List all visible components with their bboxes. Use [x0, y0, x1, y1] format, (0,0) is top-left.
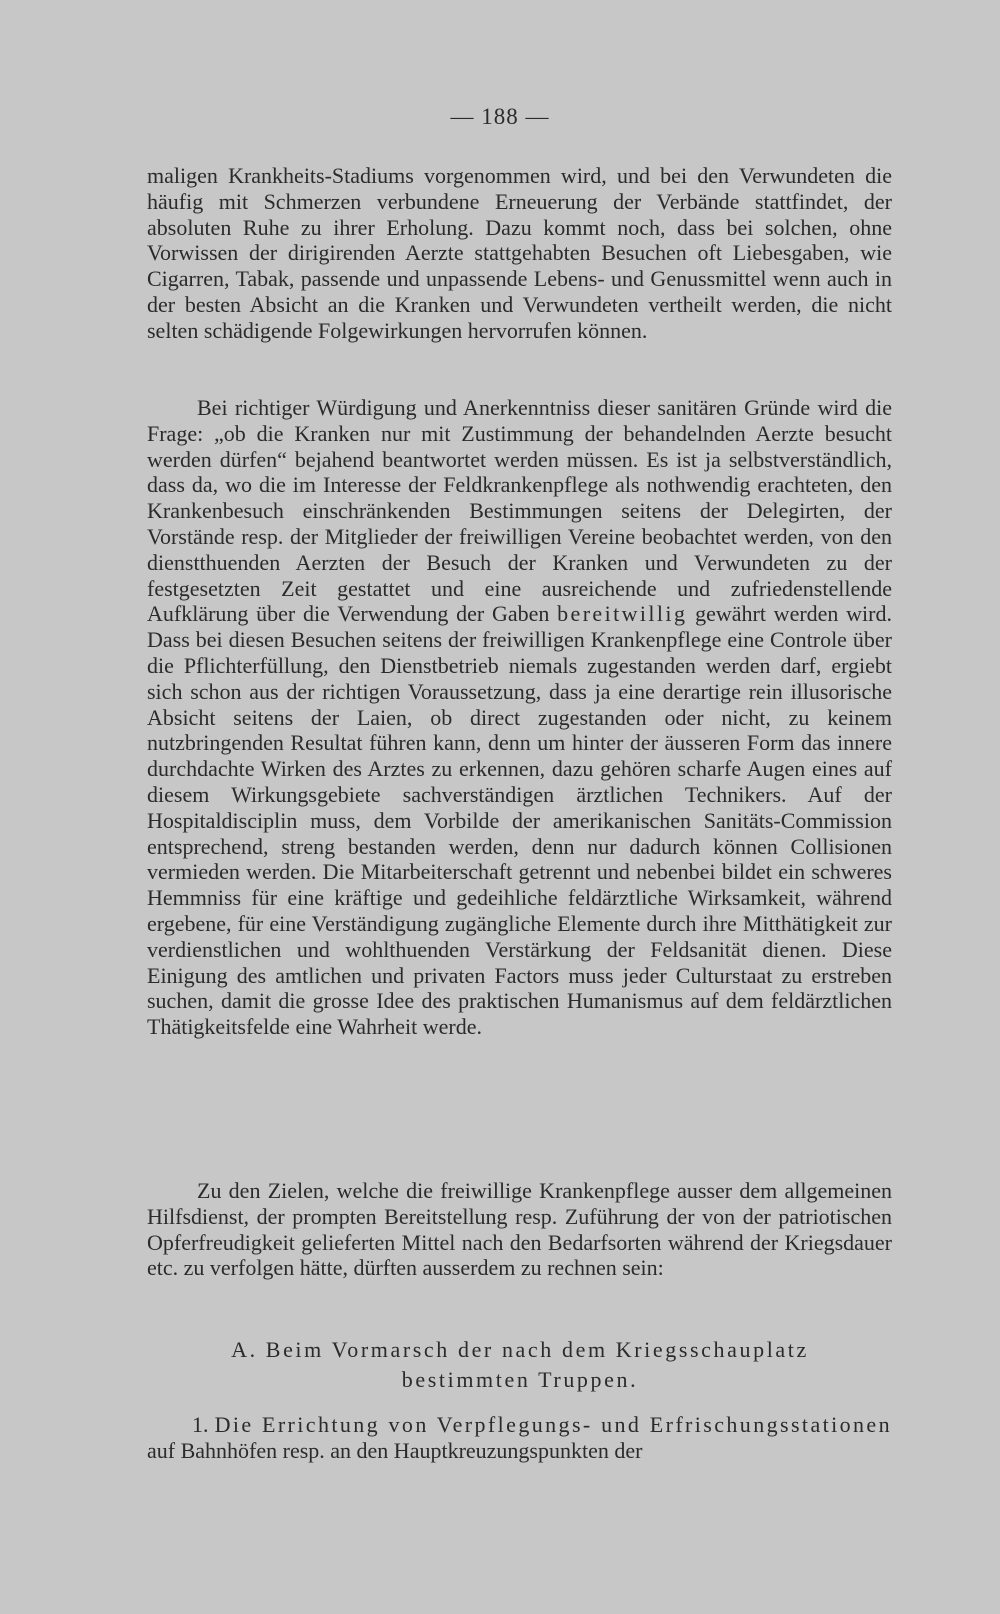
list-item-1-spaced-text: Die Errichtung von Verpflegungs- und Erfrischungsstationen	[214, 1412, 892, 1437]
paragraph-2	[147, 395, 892, 1040]
paragraph-3-text: Zu den Zielen, welche die freiwillige Krankenpflege ausser dem allgemeinen Hilfsdienst, der prompten Bereitstellung resp. Zuführung der von der patriotischen Opferfreudigkeit gelieferten Mittel nach den Bedarfsorten während der Kriegsdauer etc. zu verfolgen hätte, dürften ausserdem zu rechnen sein:	[147, 1178, 892, 1281]
section-heading-line-1: A. Beim Vormarsch der nach dem Kriegsschauplatz	[231, 1337, 809, 1362]
paragraph-3	[147, 1178, 892, 1281]
paragraph-1	[147, 163, 892, 344]
paragraph-1-text: maligen Krankheits-Stadiums vorgenommen wird, und bei den Verwundeten die häufig mit Schmerzen verbundene Erneuerung der Verbände stattfindet, der absoluten Ruhe zu ihrer Erholung. Dazu kommt noch, dass bei solchen, ohne Vorwissen der dirigirenden Aerzte stattgehabten Besuchen oft Liebesgaben, wie Cigarren, Tabak, passende und unpassende Lebens- und Genussmittel wenn auch in der besten Absicht an die Kranken und Verwundeten vertheilt werden, die nicht selten schädigende Folgewirkungen hervorrufen können.	[147, 163, 892, 343]
page-number: — 188 —	[450, 104, 550, 129]
paragraph-2-part-a: Bei richtiger Würdigung und Anerkenntniss dieser sanitären Gründe wird die Frage: „ob die Kranken nur mit Zustimmung der behandelnden Aerzte besucht werden dürfen“ bejahend beantwortet werden müssen. Es ist ja selbstverständlich, dass da, wo die im Interesse der Feldkrankenpflege als nothwendig erachteten, den Krankenbesuch einschränkenden Bestimmungen seitens der Delegirten, der Vorstände resp. der Mitglieder der freiwilligen Vereine beobachtet werden, von den dienstthuenden Aerzten der Besuch der Kranken und Verwundeten zu der festgesetzten Zeit gestattet und eine ausreichende und zufriedenstellende Aufklärung über die Verwendung der Gaben	[147, 395, 892, 627]
paragraph-2-part-b: gewährt werden wird. Dass bei diesen Besuchen seitens der freiwilligen Krankenpflege eine Controle über die Pflichterfüllung, den Dienstbetrieb niemals zugestanden werden darf, ergiebt sich schon aus der richtigen Voraussetzung, dass ja eine derartige rein illusorische Absicht seitens der Laien, ob direct zugestanden oder nicht, zu keinem nutzbringenden Resultat führen kann, denn um hinter der äusseren Form das innere durchdachte Wirken des Arztes zu erkennen, dazu gehören scharfe Augen eines auf diesem Wirkungsgebiete sachverständigen ärztlichen Technikers. Auf der Hospitaldisciplin muss, dem Vorbilde der amerikanischen Sanitäts-Commission entsprechend, streng bestanden werden, denn nur dadurch können Collisionen vermieden werden. Die Mitarbeiterschaft getrennt und nebenbei bildet ein schweres Hemmniss für eine kräftige und gedeihliche feldärztliche Wirksamkeit, während ergebene, für eine Verständigung zugängliche Elemente durch ihre Mitthätigkeit zur verdienstlichen und wohlthuenden Verstärkung der Feldsanität dienen. Diese Einigung des amtlichen und privaten Factors muss jeder Culturstaat zu erstreben suchen, damit die grosse Idee des praktischen Humanismus auf dem feldärztlichen Thätigkeitsfelde eine Wahrheit werde.	[147, 601, 892, 1040]
list-item-1-number: 1.	[192, 1412, 209, 1437]
paragraph-2-spaced-word: bereitwillig	[557, 601, 688, 627]
paragraph-2-text	[147, 395, 892, 1040]
section-heading	[150, 1335, 890, 1395]
section-heading-line-2: bestimmten Truppen.	[401, 1367, 639, 1392]
list-item-1	[147, 1412, 892, 1464]
list-item-1-rest-text: auf Bahnhöfen resp. an den Hauptkreuzungspunkten der	[147, 1437, 643, 1463]
